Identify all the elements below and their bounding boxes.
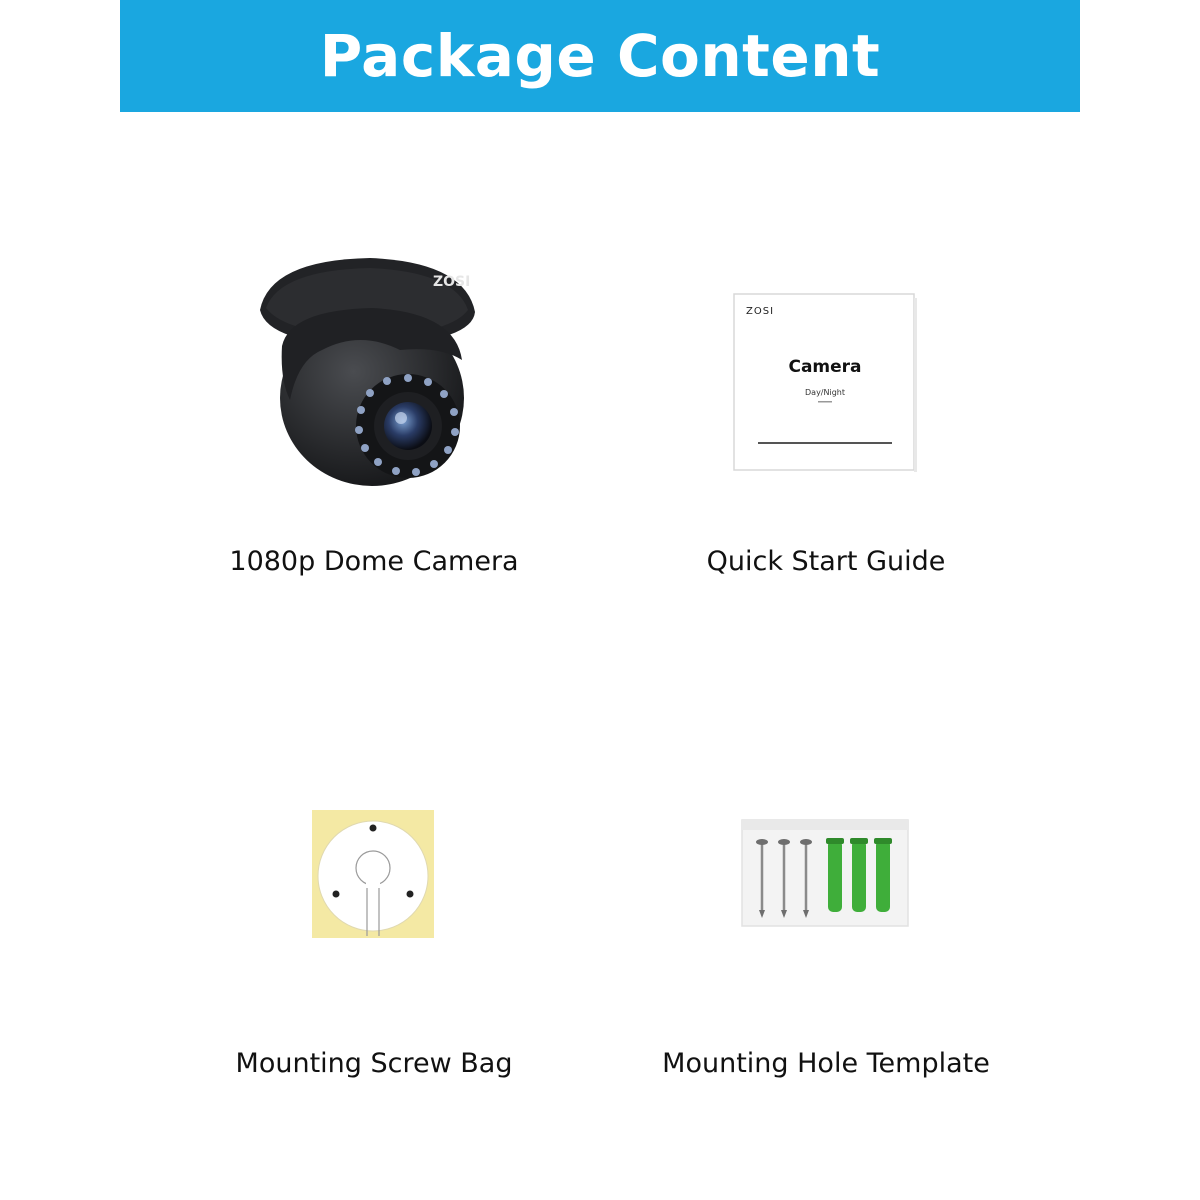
caption-mounting-hole-template: Mounting Hole Template: [662, 1048, 990, 1079]
page-title: Package Content: [319, 22, 881, 90]
caption-dome-camera: 1080p Dome Camera: [229, 546, 519, 577]
mounting-template-icon: [310, 808, 440, 943]
guide-title: Camera: [788, 357, 862, 377]
dome-camera-icon: [250, 250, 480, 490]
screw-bag-icon: [740, 818, 912, 930]
caption-mounting-screw-bag: Mounting Screw Bag: [235, 1048, 513, 1079]
guide-subtitle: Day/Night: [805, 388, 845, 397]
guide-brand-label: ZOSI: [746, 306, 775, 317]
quick-start-guide-icon: [730, 290, 920, 475]
header-banner: [120, 0, 1080, 112]
camera-brand-label: ZOSI: [433, 274, 471, 290]
caption-quick-start-guide: Quick Start Guide: [706, 546, 946, 577]
